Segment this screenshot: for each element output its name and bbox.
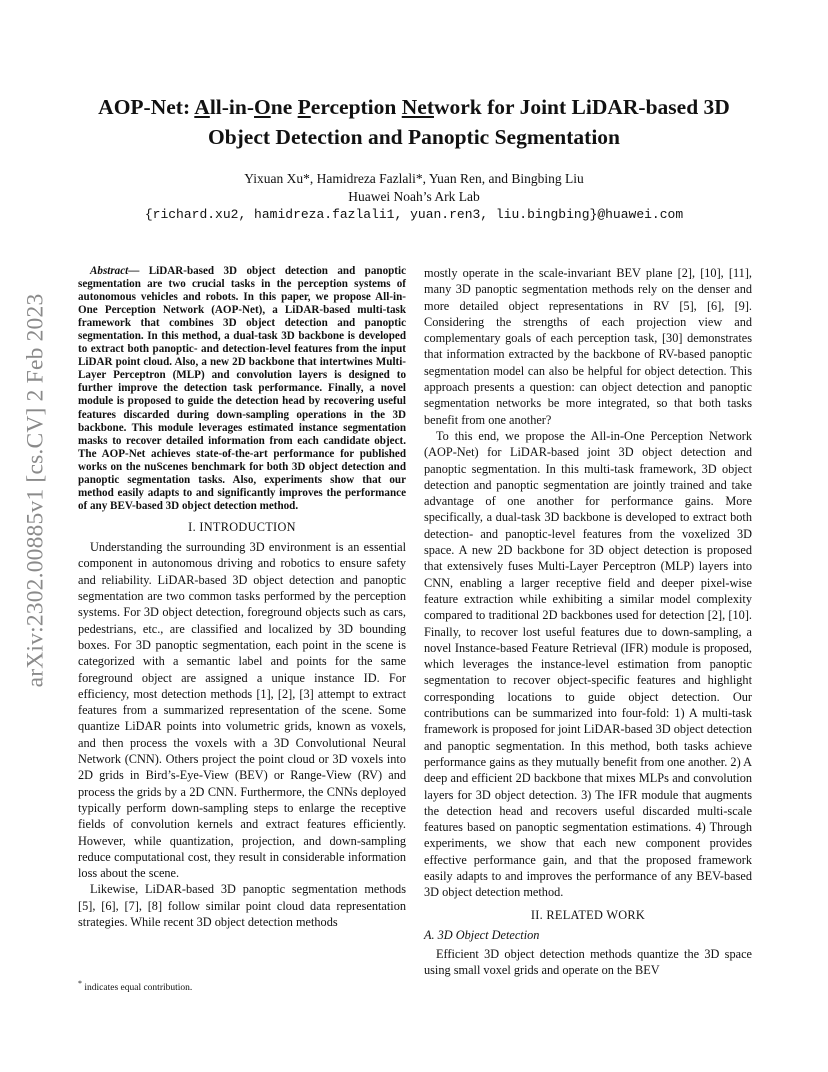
title-underline-p: P — [297, 95, 311, 119]
footnote — [78, 979, 406, 993]
author-list: Yixuan Xu*, Hamidreza Fazlali*, Yuan Ren, and Bingbing Liu — [244, 171, 584, 186]
title-part: work for Joint LiDAR-based 3D Object Detection and Panoptic Segmentation — [207, 95, 730, 149]
section-heading-related-work: II. RELATED WORK — [530, 907, 646, 922]
right-column — [424, 265, 752, 979]
footnote-mark: * — [78, 979, 82, 988]
title-part: ll-in- — [209, 95, 255, 119]
title-part: erception — [310, 95, 402, 119]
right-paragraph-2: To this end, we propose the All-in-One Perception Network (AOP-Net) for LiDAR-based joint 3D object detection and panoptic segmentation. In this multi-task framework, 3D object detection and panoptic segmentation are jointly trained and take advantage of one another for performance gains. More specifically, a dual-task 3D backbone is developed to extract both detection- and panoptic-level features from the voxelized 3D space. A new 2D backbone for 3D object detection is proposed that extensively fuses Multi-Layer Perceptron (MLP) layers into CNN, enabling a larger receptive field and deeper pixel-wise feature extraction while exhibiting a similar model complexity compared to traditional 2D backbones used for detection [2], [10]. Finally, to recover lost useful features due to down-sampling, a novel Instance-based Feature Retrieval (IFR) module is proposed, which leverages the instance-level estimation from panoptic segmentation to recover object-specific features and highlight corresponding locations to guide object detection. Our contributions can be summarized into four-fold: 1) A multi-task framework is proposed for joint LiDAR-based 3D object detection and panoptic segmentation. In this method, both tasks achieve performance gains as they mutually benefit from one another. 2) A deep and efficient 2D backbone that mixes MLPs and convolution layers for 3D object detection. 3) The IFR module that augments the detection head and recovers useful discarded multi-scale features based on panoptic segmentation estimations. 4) Through experiments, we show that each new component provides effective performance gain, and that the proposed framework easily adapts to and improves the performance of any BEV-based 3D object detection method. — [424, 428, 752, 900]
affiliation: Huawei Noah’s Ark Lab — [348, 189, 480, 204]
abstract-dash: — — [128, 265, 149, 277]
subsection-heading-3d-object-detection: A. 3D Object Detection — [424, 927, 540, 942]
section-heading-introduction: I. INTRODUCTION — [188, 519, 296, 534]
title-underline-net: Net — [401, 95, 434, 119]
intro-paragraph-1: Understanding the surrounding 3D environment is an essential component in autonomous driving and robotics to ensure safety and reliability. LiDAR-based 3D object detection and panoptic segmentation are two common tasks performed by the perception systems. For 3D object detection, foreground objects such as cars, pedestrians, etc., are classified and localized by 3D bounding boxes. For 3D panoptic segmentation, each point in the scene is categorized with a semantic label and points for the same foreground object are assigned a unique instance ID. For efficiency, most detection methods [1], [2], [3] attempt to extract features from a summarized representation of the scene. Some quantize LiDAR points into volumetric grids, known as voxels, and then process the voxels with a 3D Convolutional Neural Network (CNN). Others project the point cloud or 3D voxels into 2D grids in Bird’s-Eye-View (BEV) or Range-View (RV) and process the grids by a 2D CNN. Furthermore, the CNNs deployed typically perform down-sampling steps to enlarge the receptive fields of convolution kernels and extract features efficiently. However, while quantization, projection, and down-sampling reduce computational cost, they result in considerable information loss about the scene. — [78, 540, 406, 881]
right-paragraph-1: mostly operate in the scale-invariant BEV plane [2], [10], [11], many 3D panoptic segmentation methods rely on the denser and more detailed object representations in RV [5], [6], [9]. Considering the strengths of each projection view and complementary goals of each perception task, [30] demonstrates that information extracted by the backbone of RV-based panoptic segmentation model can also be helpful for object detection. This approach presents a question: can object detection and panoptic segmentation networks be more integrated, so that both tasks benefit from one another? — [424, 266, 752, 427]
author-emails: {richard.xu2, hamidreza.fazlali1, yuan.ren3, liu.bingbing}@huawei.com — [144, 207, 684, 222]
paper-title — [70, 92, 758, 152]
arxiv-identifier-stamp — [14, 290, 58, 690]
arxiv-identifier-text: arXiv:2302.00885v1 [cs.CV] 2 Feb 2023 — [22, 293, 49, 687]
left-column — [78, 265, 406, 930]
title-prefix: AOP-Net: — [98, 95, 195, 119]
title-underline-a: A — [194, 95, 210, 119]
title-underline-o: O — [254, 95, 271, 119]
abstract-label: Abstract — [90, 265, 129, 277]
related-paragraph-1: Efficient 3D object detection methods quantize the 3D space using small voxel grids and operate on the BEV — [424, 947, 752, 978]
title-part: ne — [270, 95, 298, 119]
footnote-text: indicates equal contribution. — [82, 983, 193, 994]
abstract — [78, 265, 406, 513]
abstract-text: LiDAR-based 3D object detection and panoptic segmentation are two crucial tasks in the perception systems of autonomous vehicles and robots. In this paper, we propose All-in-One Perception Network (AOP-Net), a LiDAR-based multi-task framework that combines 3D object detection and panoptic segmentation. In this method, a dual-task 3D backbone is developed to extract both panoptic- and detection-level features from the input LiDAR point cloud. Also, a new 2D backbone that intertwines Multi-Layer Perceptron (MLP) and convolution layers is designed to further improve the detection task performance. Finally, a novel module is proposed to guide the detection head by recovering useful features discarded during down-sampling operations in the 3D backbone. This module leverages estimated instance segmentation masks to recover detailed information from each candidate object. The AOP-Net achieves state-of-the-art performance for published works on the nuScenes benchmark for both 3D object detection and panoptic segmentation tasks. Also, experiments show that our method easily adapts to and significantly improves the performance of any BEV-based 3D object detection method. — [78, 265, 406, 512]
intro-paragraph-2: Likewise, LiDAR-based 3D panoptic segmentation methods [5], [6], [7], [8] follow similar point cloud data representation strategies. While recent 3D object detection methods — [78, 882, 406, 930]
